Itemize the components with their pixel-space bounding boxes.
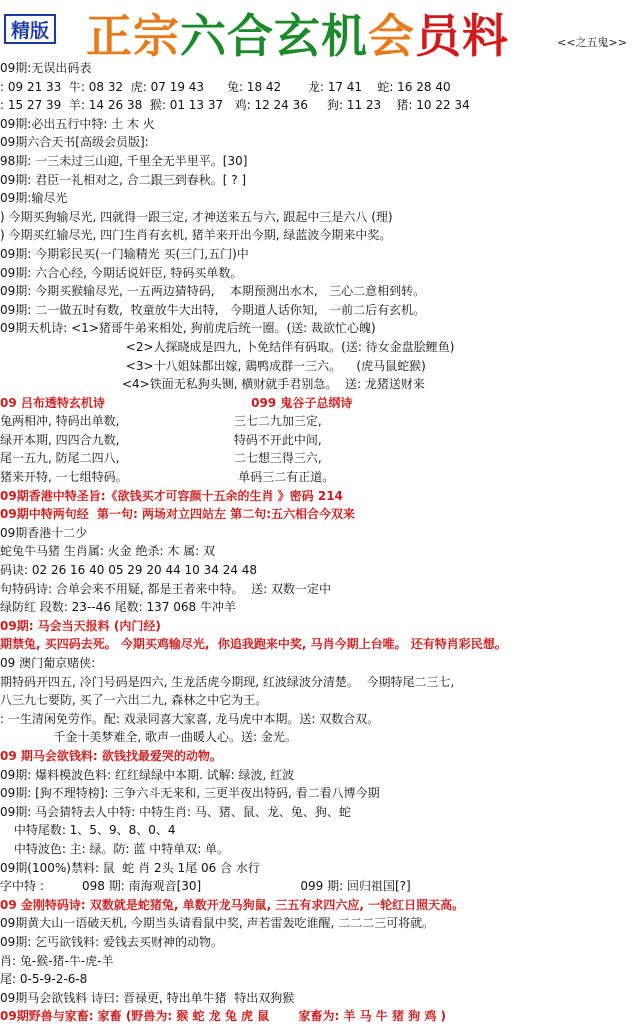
title-char: 合 <box>227 9 274 63</box>
content-line: <2>人探晓成是四九, 卜免结伴有码取。(送: 待女金盘脍鲤鱼) <box>80 339 455 354</box>
content-line: ) 今期买红输尽光, 四门生肖有玄机, 猪羊来开出今期, 绿蓝波今期来中奖。 <box>0 228 392 243</box>
content-line: <3>十八姐妹都出嫁, 鶏鸭成群一三六。 (虎马鼠蛇猴) <box>80 358 426 373</box>
content-line: 09期黄大山一语破天机, 今期当头请看鼠中奖, 声若雷轰吃谁醒, 二二二三可将就。 <box>0 916 435 931</box>
content-line: 09期香港十二少 <box>0 525 88 540</box>
content-line: 09期: 爆料模波色料: 红红绿绿中本期. 试解: 绿波, 红波 <box>0 767 295 782</box>
title-char: 料 <box>462 9 509 63</box>
content-line: : 一生清闲免劳作。配: 戏录同喜大家喜, 龙马虎中本期。送: 双数合双。 <box>0 711 380 726</box>
content-line: 09 澳门葡京赌侠: <box>0 656 96 670</box>
content-line: 码诀: 02 26 16 40 05 29 20 44 10 34 24 48 <box>0 563 258 578</box>
content-line: 尾一五九, 防尾二四八, 二七想三得三六, <box>0 451 322 466</box>
content-line: 09期天机诗: <1>猪哥牛弟来相处, 狗前虎后统一圈。(送: 裁欲忙心魄) <box>0 321 376 336</box>
content-line: 09期六合天书[高级会员版]: <box>0 135 149 150</box>
title-char: 员 <box>415 9 462 63</box>
content-line: 09期: 君臣一礼相对之, 合二跟三到春秋。[ ? ] <box>0 172 247 187</box>
content-line: 八三九七要防, 买了一六出二九, 森林之中它为王。 <box>0 693 268 708</box>
page-title <box>86 0 509 66</box>
content-line: 09期: 六合心经, 今期话说奸臣, 特码买单数。 <box>0 265 243 280</box>
title-char: 玄 <box>274 9 321 63</box>
author-tag: <<之五鬼>> <box>557 36 627 49</box>
content-line: 句特码诗: 合单会来不用疑, 都是王者来中特。 送: 双数一定中 <box>0 581 331 596</box>
content-line: : 15 27 39 羊: 14 26 38 猴: 01 13 37 鸡: 12 24 36 狗: 11 23 猪: 10 22 34 <box>0 98 470 113</box>
content-line: 09期中特两句经 第一句: 两场对立四站左 第二句:五六相合今双来 <box>0 507 356 522</box>
content-line: 09期: 马会当天报料 (内门经) <box>0 618 161 633</box>
content-line: 09期: [狗不理特榜]: 三争六斗无来和, 三更半夜出特码, 看二看八博今期 <box>0 786 380 801</box>
edition-badge: 精版 <box>4 14 56 44</box>
title-char: 正 <box>86 9 133 63</box>
content-line: <4>铁面无私狗头铡, 横财就手君别急。 送: 龙猪送财来 <box>80 377 425 392</box>
content-line: 绿开本期, 四四合九数, 特码不开此中间, <box>0 432 322 447</box>
content-line: 期禁兔, 买四码去死。 今期买鸡输尽光, 你追我跑来中奖, 马肖今期上台唯。 还有特肖彩民想。 <box>0 637 507 652</box>
content-line: 尾: 0-5-9-2-6-8 <box>0 972 88 987</box>
content-line: 09 吕布透特玄机诗 099 鬼谷子总纲诗 <box>0 395 353 410</box>
content-line: 09期: 马会猜特去人中特: 中特生肖: 马、猪、鼠、龙、兔、狗、蛇 <box>0 804 351 819</box>
content-line: 09期:无误出码表 <box>0 61 92 75</box>
title-char: 机 <box>321 9 368 63</box>
page-header <box>0 0 633 63</box>
content-line: 期特码开四五, 冷门号码是四六, 生龙活虎今期现, 红波绿波分清楚。 今期特尾二三七, <box>0 674 455 689</box>
content-line: 绿防红 段数: 23--46 尾数: 137 068 牛冲羊 <box>0 600 236 615</box>
content-line: ) 今期买狗输尽光, 四就得一跟三定, 才神送来五与六, 跟起中三是六八 (理) <box>0 209 393 224</box>
content-line: 字中特 : 098 期: 南海观音[30] 099 期: 回归祖国[?] <box>0 879 411 894</box>
content-line: 09 金刚特码诗: 双数就是蛇猪兔, 单数开龙马狗鼠, 三五有求四六应, 一轮红日照天高。 <box>0 897 465 912</box>
content-line: : 09 21 33 牛: 08 32 虎: 07 19 43 兔: 18 42 龙: 17 41 蛇: 16 28 40 <box>0 79 451 94</box>
content-line: 千金十美梦难全, 歌声一曲暖人心。送: 金光。 <box>0 730 297 745</box>
prediction-content <box>0 59 633 1026</box>
content-line: 09期:输尽光 <box>0 191 68 206</box>
content-line: 09期香港中特圣旨:《欲钱买才可容颜十五余的生肖 》密码 214 <box>0 488 343 503</box>
content-line: 肖: 兔-猴-猪-牛-虎-羊 <box>0 953 114 968</box>
content-line: 09期: 今期买猴输尽光, 一五两边猜特码, 本期预测出水木, 三心二意相到转。 <box>0 284 426 299</box>
content-line: 09期: 今期彩民买(一门输精光 买(三门,五门)中 <box>0 246 249 261</box>
title-char: 六 <box>180 9 227 63</box>
content-line: 猪来开特, 一七组特码。 单码三二有正道。 <box>0 470 335 485</box>
title-char: 宗 <box>133 9 180 63</box>
content-line: 09期: 乞丐欲钱料: 爱钱去买财神的动物。 <box>0 934 223 949</box>
content-line: 09期野兽与家畜: 家畜 (野兽为: 猴 蛇 龙 兔 虎 鼠 家畜为: 羊 马 牛 猪 狗 鸡 ) <box>0 1009 446 1024</box>
content-line: 09期: 二一做五时有数, 牧童放牛大出特, 今期道人话你知, 一前二后有玄机。 <box>0 302 426 317</box>
content-line: 98期: 一三未过三山迎, 千里全无半里平。[30] <box>0 153 248 168</box>
content-line: 兔两相冲, 特码出单数, 三七二九加三定, <box>0 414 322 429</box>
content-line: 中特尾数: 1、5、9、8、0、4 <box>10 823 176 838</box>
content-line: 09期(100%)禁料: 鼠 蛇 肖 2头 1尾 06 合 水行 <box>0 860 260 875</box>
content-line: 中特波色: 主: 绿。防: 蓝 中特单双: 单。 <box>10 841 230 856</box>
content-line: 蛇兔牛马猪 生肖属: 火金 绝杀: 木 属: 双 <box>0 544 216 559</box>
content-line: 09期:必出五行中特: 土 木 火 <box>0 116 155 131</box>
title-char: 会 <box>368 9 415 63</box>
content-line: 09 期马会欲钱料: 欲钱找最爱哭的动物。 <box>0 748 222 763</box>
content-line: 09期马会欲钱料 诗曰: 晋禄更, 特出单牛猪 特出双狗猴 <box>0 990 295 1005</box>
